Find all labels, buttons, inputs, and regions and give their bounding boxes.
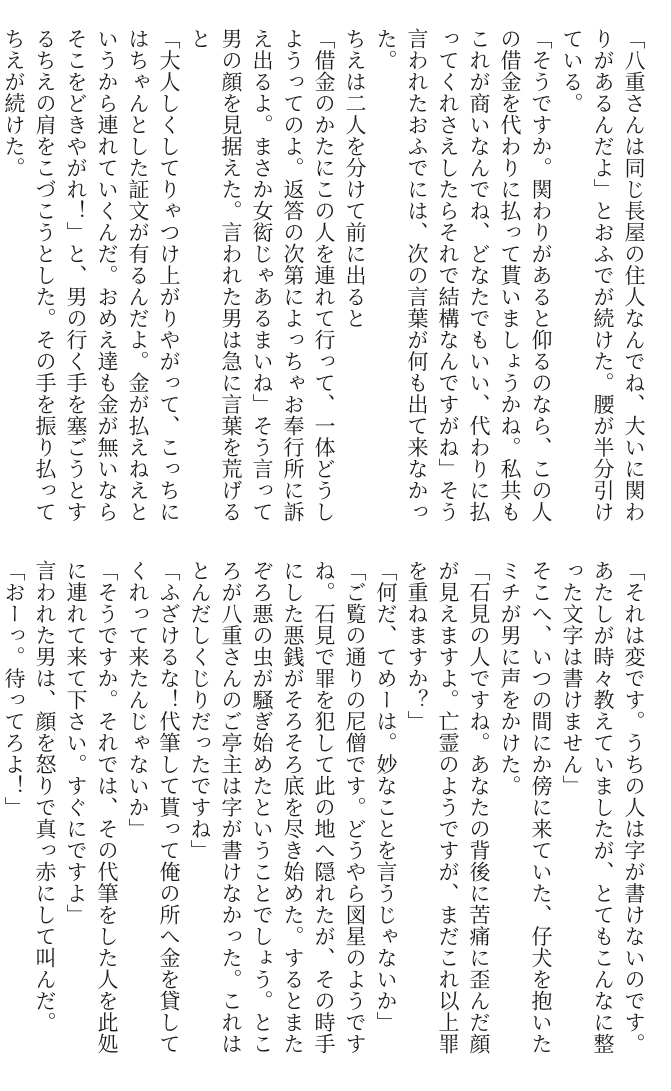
paragraph: 「そうですか。それでは、その代筆をした人を此処に連れて来て下さい。すぐにですよ」 — [64, 560, 119, 1055]
paragraph: 「何だ、てめーは。妙なことを言うじゃないか」 — [374, 560, 398, 1033]
paragraph: 「石見の人ですね。あなたの背後に苦痛に歪んだ顔が見えますよ。亡霊のようですが、まだこれ以上罪を重ねますか？」 — [405, 560, 491, 1055]
paragraph: 「八重さんは同じ長屋の住人なんでね、大いに関わりがあるんだよ」とおふでが続けた。腰が半分引けている。 — [560, 28, 646, 523]
paragraph: そこへ、いつの間にか傍に来ていた、仔犬を抱いたミチが男に声をかけた。 — [498, 560, 553, 1055]
paragraph: 「大人しくしてりゃつけ上がりやがって、こっちにはちゃんとした証文が有るんだよ。金が払えねえというから連れていくんだ。おめえ達も金が無いならそこをどきやがれ！」と、男の行く手を塞ごうとするちえの肩をこづこうとした。その手を振り払ってちえが続けた。 — [2, 28, 181, 523]
paragraph: 「おーっ。待ってろよ！」 — [2, 560, 26, 818]
top-text-block — [2, 28, 649, 528]
paragraph: 「ふざけるな！代筆して貰って俺の所へ金を貸してくれって来たんじゃないか」 — [126, 560, 181, 1055]
paragraph: 「ご覧の通りの尼僧です。どうやら図星のようですね。石見で罪を犯して此の地へ隠れたが、その時手にした悪銭がそろそろ底を尽き始めた。するとまたぞろ悪の虫が騒ぎ始めたということでしょう。ところが八重さんのご亭主は字が書けなかった。これはとんだしくじりだったですね」 — [188, 560, 367, 1055]
paragraph: 「そうですか。関わりがあると仰るのなら、この人の借金を代わりに払って貰いましょうかね。私共もこれが商いなんでね、どなたでもいい、代わりに払ってくれさえしたらそれで結構なんですがね」そう言われたおふでには、次の言葉が何も出て来なかった。 — [374, 28, 553, 523]
paragraph: 「借金のかたにこの人を連れて行って、一体どうしようってのよ。返答の次第によっちゃお奉行所に訴え出るよ。まさか女衒じゃあるまいね」そう言って男の顔を見据えた。言われた男は急に言葉を荒げると — [188, 28, 336, 523]
paragraph: 言われた男は、顔を怒りで真っ赤にして叫んだ。 — [33, 560, 57, 1033]
paragraph: 「それは変です。うちの人は字が書けないのです。あたしが時々教えていましたが、とてもこんなに整った文字は書けません」 — [560, 560, 646, 1055]
bottom-text-block — [2, 560, 649, 1065]
paragraph: ちえは二人を分けて前に出ると — [343, 28, 367, 329]
